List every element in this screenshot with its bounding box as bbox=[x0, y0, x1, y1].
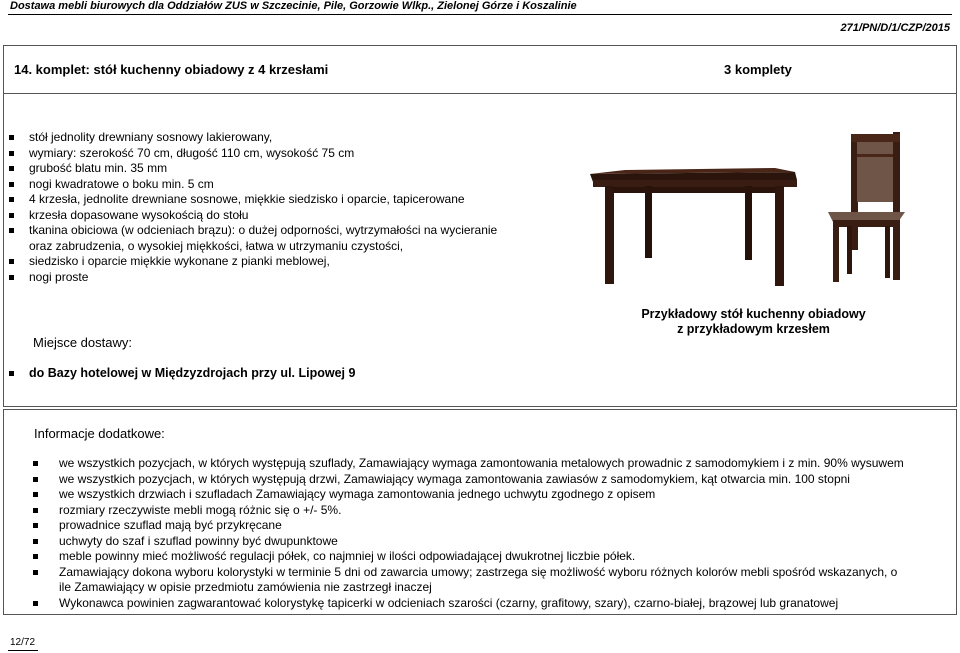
info-item: we wszystkich drzwiach i szufladach Zamawiający wymaga zamontowania jednego uchwytu zgodnego z opisem bbox=[7, 487, 952, 503]
additional-info-list bbox=[7, 456, 952, 611]
spec-item: siedzisko i oparcie miękkie wykonane z pianki meblowej, bbox=[6, 254, 497, 270]
chair-illustration bbox=[828, 132, 905, 282]
spec-item: grubość blatu min. 35 mm bbox=[6, 161, 497, 177]
header-divider bbox=[8, 14, 952, 15]
document-header-title: Dostawa mebli biurowych dla Oddziałów ZUS w Szczecinie, Pile, Gorzowie Wlkp., Zielonej Górze i Koszalinie bbox=[10, 0, 577, 12]
additional-info-section bbox=[3, 409, 957, 615]
spec-list bbox=[6, 130, 497, 285]
info-item: we wszystkich pozycjach, w których występują szuflady, Zamawiający wymaga zamontowania metalowych prowadnic z samodomykiem i z min. 90% wysuwem bbox=[7, 456, 952, 472]
spec-item: stół jednolity drewniany sosnowy lakierowany, bbox=[6, 130, 497, 146]
caption-line-2: z przykładowym krzesłem bbox=[677, 322, 830, 336]
info-item: rozmiary rzeczywiste mebli mogą różnic się o +/- 5%. bbox=[7, 503, 952, 519]
info-item-continuation: ile Zamawiający w opisie przedmiotu zamówienia nie zastrzegł inaczej bbox=[59, 580, 432, 594]
info-item: prowadnice szuflad mają być przykręcane bbox=[7, 518, 952, 534]
spec-item: wymiary: szerokość 70 cm, długość 110 cm, wysokość 75 cm bbox=[6, 146, 497, 162]
info-item: we wszystkich pozycjach, w których występują drzwi, Zamawiający wymaga zamontowania zawiasów z samodomykiem, kąt otwarcia min. 100 stopni bbox=[7, 472, 952, 488]
spec-item: 4 krzesła, jednolite drewniane sosnowe, miękkie siedzisko i oparcie, tapicerowane bbox=[6, 192, 497, 208]
info-item: Wykonawca powinien zagwarantować kolorystykę tapicerki w odcieniach szarości (czarny, grafitowy, szary), czarno-białej, brązowej lub granatowej bbox=[7, 596, 952, 612]
info-item: uchwyty do szaf i szuflad powinny być dwupunktowe bbox=[7, 534, 952, 550]
delivery-label: Miejsce dostawy: bbox=[33, 335, 132, 350]
document-reference-number: 271/PN/D/1/CZP/2015 bbox=[840, 22, 950, 34]
delivery-place: do Bazy hotelowej w Międzyzdrojach przy ul. Lipowej 9 bbox=[6, 366, 355, 380]
info-item: Zamawiający dokona wyboru kolorystyki w terminie 5 dni od zawarcia umowy; zastrzega się możliwość wyboru różnych kolorów mebli spośród wskazanych, o bbox=[7, 565, 952, 581]
table-and-chair-image bbox=[585, 130, 915, 305]
page-number-underline bbox=[8, 650, 38, 651]
spec-item: tkanina obiciowa (w odcieniach brązu): o dużej odporności, wytrzymałości na wycieranie bbox=[6, 223, 497, 239]
item-title-row bbox=[4, 46, 956, 94]
spec-item-continuation: oraz zabrudzenia, o wysokiej miękkości, łatwa w utrzymaniu czystości, bbox=[29, 238, 404, 253]
item-quantity: 3 komplety bbox=[724, 62, 792, 77]
spec-item: nogi kwadratowe o boku min. 5 cm bbox=[6, 177, 497, 193]
page-number: 12/72 bbox=[10, 637, 36, 648]
caption-line-1: Przykładowy stół kuchenny obiadowy bbox=[641, 307, 866, 321]
info-item: meble powinny mieć możliwość regulacji półek, co najmniej w ilości odpowiadającej dwukrotnej liczbie półek. bbox=[7, 549, 952, 565]
table-illustration bbox=[590, 168, 797, 286]
spec-item: nogi proste bbox=[6, 270, 497, 286]
item-name: 14. komplet: stół kuchenny obiadowy z 4 krzesłami bbox=[14, 62, 329, 77]
spec-item: krzesła dopasowane wysokością do stołu bbox=[6, 208, 497, 224]
additional-info-label: Informacje dodatkowe: bbox=[34, 426, 165, 441]
image-caption bbox=[620, 307, 887, 337]
